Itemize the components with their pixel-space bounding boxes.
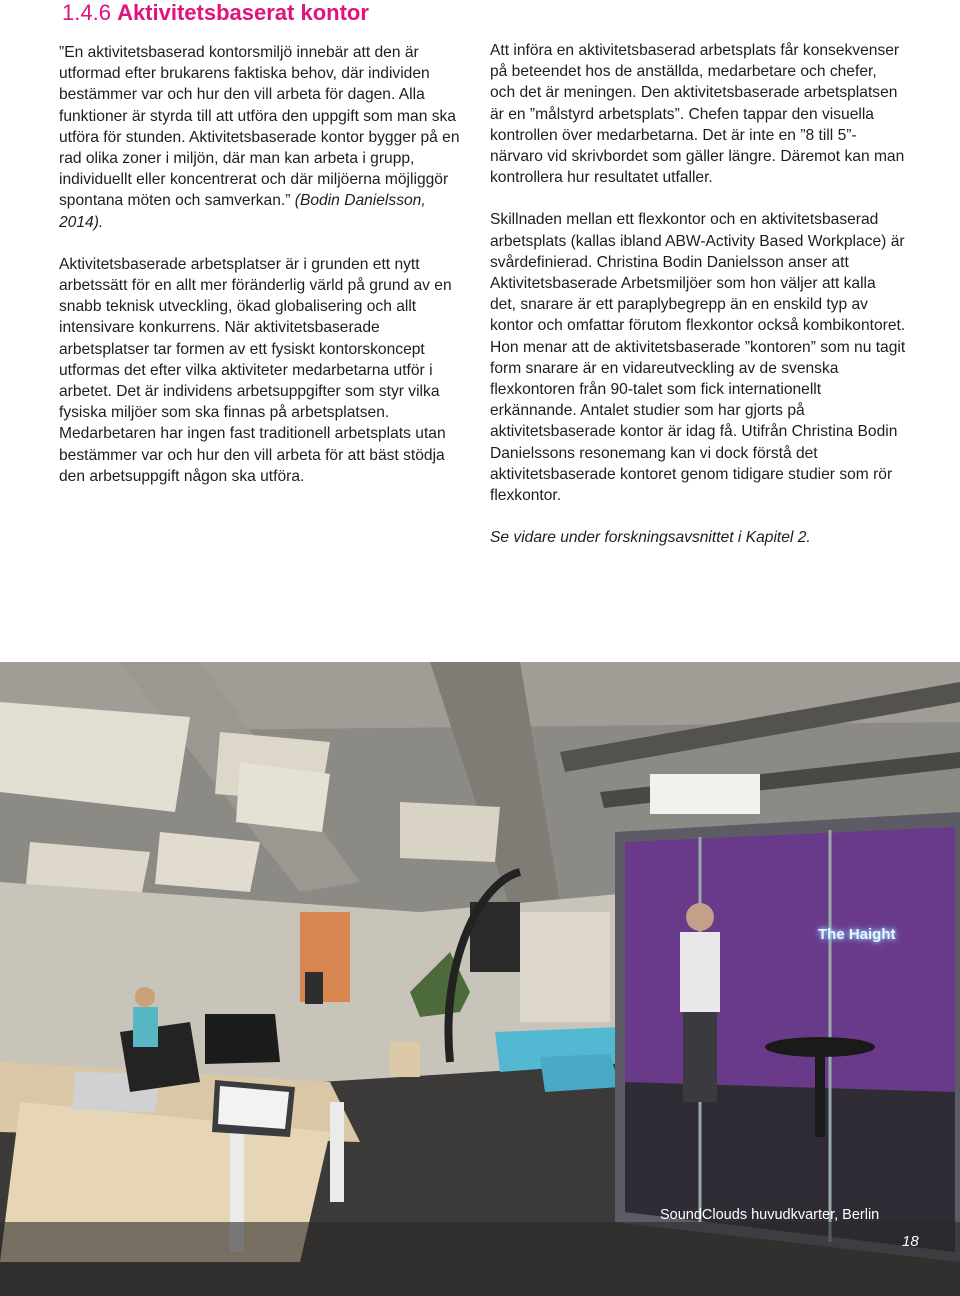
page-number: 18	[902, 1233, 919, 1250]
section-title: Aktivitetsbaserat kontor	[117, 0, 369, 25]
quote-citation: (Bodin Danielsson, 2014).	[59, 192, 426, 231]
photo-caption: SoundClouds huvudkvarter, Berlin	[660, 1207, 880, 1223]
reference-note: Se vidare under forskningsavsnittet i Kapitel 2.	[490, 529, 811, 547]
section-heading	[62, 0, 369, 26]
right-column	[490, 40, 906, 569]
office-illustration	[0, 662, 960, 1296]
body-paragraph: Aktivitetsbaserade arbetsplatser är i grunden ett nytt arbetssätt för en allt mer föränderlig värld på grund av en snabb teknisk utveckling, ökad globalisering och allt intensivare konkurrens. När aktivitetsbaserade arbetsplatser tar formen av ett fysiskt kontorskoncept utformas det efter vilka aktiviteter medarbetarna utför i arbetet. Det är individens arbetsuppgifter som styr vilka fysiska miljöer som ska finnas på arbetsplatsen. Medarbetaren har ingen fast traditionell arbetsplats utan bestämmer var och hur den vill arbeta för att bäst stödja den arbetsuppgift någon ska utföra.	[59, 255, 452, 485]
quote-paragraph	[59, 42, 469, 233]
quote-text: ”En aktivitetsbaserad kontorsmiljö innebär att den är utformad efter brukarens faktiska behov, där individen bestämmer var och hur den vill arbeta för dagen. Alla funktioner är styrda till att utföra den uppgift som man ska utföra för stunden. Aktivitetsbaserade kontor bygger på en rad olika zoner i miljön, där man kan arbeta i grupp, individuellt eller koncentrerat och där miljöerna möjliggör spontana möten och samverkan.”	[59, 44, 460, 210]
neon-sign: The Haight	[818, 926, 896, 943]
body-paragraph-2: Skillnaden mellan ett flexkontor och en aktivitetsbaserad arbetsplats (kallas ibland ABW-Activity Based Workplace) är svårdefinierad. Christina Bodin Danielsson anser att Aktivitetsbaserade Arbetsmiljöer som hon väljer att kalla det, snarare är ett paraplybegrepp än en enskild typ av kontor och omfattar förutom flexkontor också kombikontoret. Hon menar att de aktivitetsbaserade ”kontoren” som nu tagit form snarare är en vidareutveckling av de svenska flexkontoren från 90-talet som fick internationellt erkännande. Antalet studier som har gjorts på aktivitetsbaserade kontor är idag få. Utifrån Christina Bodin Danielssons resonemang kan vi dock förstå det aktivitetsbaserade kontoret genom tidigare studier som rör flexkontor.	[490, 211, 906, 505]
section-number: 1.4.6	[62, 0, 111, 25]
office-photo	[0, 662, 960, 1296]
left-column	[59, 42, 469, 508]
body-paragraph-1: Att införa en aktivitetsbaserad arbetsplats får konsekvenser på beteendet hos de anställda, medarbetare och chefer, och det är meningen. Den aktivitetsbaserade arbetsplatsen är en ”målstyrd arbetsplats”. Chefen tappar den visuella kontrollen över medarbetarna. Det är inte en ”8 till 5”- närvaro vid skrivbordet som gäller längre. Däremot kan man kontrollera hur resultatet utfaller.	[490, 42, 905, 187]
